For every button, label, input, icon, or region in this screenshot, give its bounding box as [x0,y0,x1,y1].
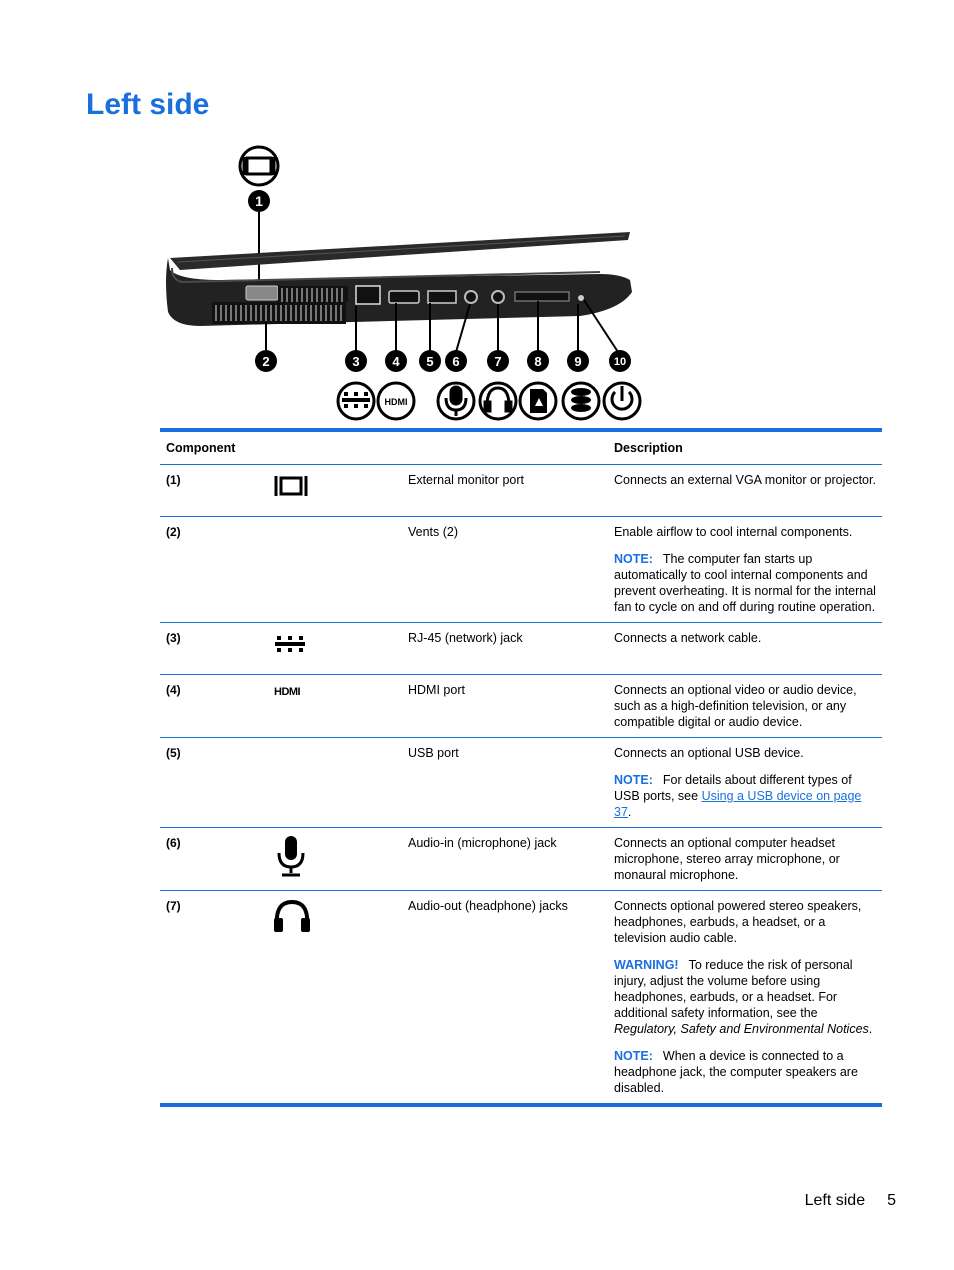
component-description [608,738,882,828]
row-number: (5) [160,738,260,828]
svg-text:HDMI: HDMI [384,397,408,407]
description-text: Connects optional powered stereo speakers, headphones, earbuds, a headset, or a television audio cable. [614,899,862,945]
footer-section-label: Left side [804,1192,866,1209]
callout-1 [248,190,270,290]
warning-text: To reduce the risk of personal injury, adjust the volume before using headphones, earbuds, or a headset. For additional safety information, see the [614,958,853,1020]
svg-text:5: 5 [426,354,434,369]
note-text: For details about different types of USB ports, see [614,773,852,803]
svg-text:9: 9 [574,354,582,369]
page-footer [805,1192,896,1210]
warning-block [614,957,876,1037]
icon-cell [260,828,402,891]
header-component: Component [160,430,608,465]
icon-cell [260,738,402,828]
component-description: Connects a network cable. [608,623,882,675]
external-monitor-callout-icon [240,147,278,185]
components-table [160,428,882,1107]
note-text-end: . [627,805,632,819]
icon-cell [260,623,402,675]
component-description: Connects an external VGA monitor or projector. [608,465,882,517]
header-description: Description [608,430,882,465]
description-text: Connects an optional USB device. [614,746,804,760]
svg-text:2: 2 [262,354,270,369]
microphone-icon [274,835,308,877]
page-number: 5 [887,1192,896,1209]
note-block [614,551,876,615]
network-icon [274,634,308,654]
icon-cell [260,465,402,517]
component-name: Audio-in (microphone) jack [402,828,608,891]
table-row [160,517,882,623]
external-monitor-icon [274,474,308,498]
hdmi-icon: HDMI [274,686,301,698]
component-name: Audio-out (headphone) jacks [408,899,568,913]
component-name: RJ-45 (network) jack [402,623,608,675]
table-header-row [160,430,882,465]
row-number: (1) [160,465,260,517]
component-description [608,891,882,1106]
svg-text:6: 6 [452,354,460,369]
note-text: The computer fan starts up automatically to cool internal components and prevent overheating. It is normal for the internal fan to cycle on and off during routine operation. [614,552,876,614]
note-block [614,772,876,820]
icon-cell [260,517,402,623]
usb-device-link[interactable]: Using a USB device on page 37 [614,789,862,819]
note-block [614,1048,876,1096]
component-name: HDMI port [402,675,608,738]
note-label: NOTE: [614,1049,653,1063]
table-row [160,738,882,828]
component-description [608,517,882,623]
component-description: Connects an optional video or audio device, such as a high-definition television, or any compatible digital or audio device. [608,675,882,738]
note-label: NOTE: [614,773,653,787]
table-row [160,828,882,891]
page-title: Left side [86,88,210,121]
row-number: (6) [160,828,260,891]
svg-text:7: 7 [494,354,502,369]
row-number: (3) [160,623,260,675]
table-row [160,675,882,738]
svg-text:3: 3 [352,354,360,369]
warning-label: WARNING! [614,958,679,972]
row-number: (2) [160,517,260,623]
svg-text:8: 8 [534,354,542,369]
warning-reference: Regulatory, Safety and Environmental Notices [614,1022,869,1036]
headphone-icon [272,898,312,934]
svg-text:4: 4 [392,354,400,369]
table-row [160,891,882,1106]
table-row [160,623,882,675]
svg-text:10: 10 [613,356,627,368]
note-label: NOTE: [614,552,653,566]
component-name: Vents (2) [402,517,608,623]
warning-text-end: . [868,1022,873,1036]
svg-text:1: 1 [255,193,263,209]
description-text: Enable airflow to cool internal components. [614,525,853,539]
component-description: Connects an optional computer headset microphone, stereo array microphone, or monaural microphone. [608,828,882,891]
table-row [160,465,882,517]
row-number: (7) [166,899,181,913]
row-number: (4) [160,675,260,738]
icon-cell [260,675,402,738]
icon-cell [260,891,402,1106]
component-name: External monitor port [402,465,608,517]
component-name: USB port [402,738,608,828]
laptop-left-side-figure [160,140,650,425]
note-text: When a device is connected to a headphone jack, the computer speakers are disabled. [614,1049,858,1095]
